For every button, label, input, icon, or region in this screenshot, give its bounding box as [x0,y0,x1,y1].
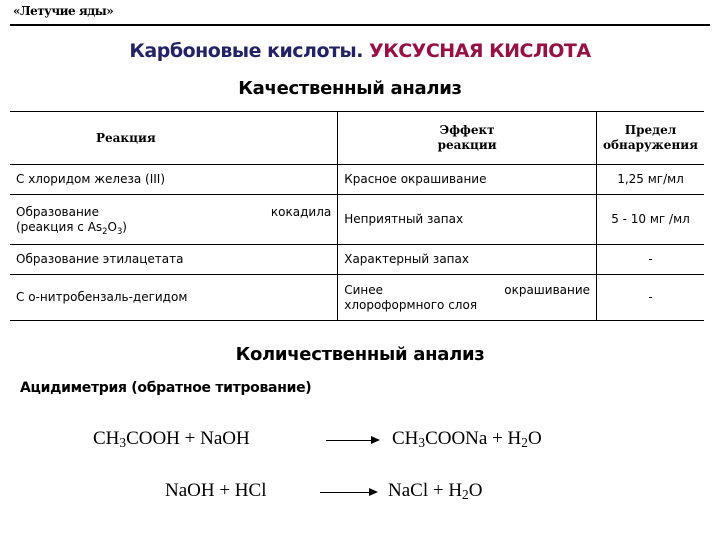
method-label: Ацидиметрия (обратное титрование) [20,380,312,396]
reaction-line [16,205,331,220]
subscript: 3 [119,435,127,450]
subscript: 2 [521,435,528,450]
table-row [10,165,704,195]
effect-cell: Красное окрашивание [338,165,597,195]
effect-word: окрашивание [504,282,591,297]
column-header-limit-line2: обнаружения [603,138,698,152]
reaction-arrow [320,492,376,493]
column-header-reaction: Реакция [10,112,338,165]
effect-word: Синее [344,282,384,297]
formula-text: CH [93,428,120,449]
table-row [10,195,704,245]
reaction-cell: С хлоридом железа (III) [10,165,338,195]
column-header-effect-line1: Эффект [439,123,495,137]
qualitative-heading: Качественный анализ [238,78,462,99]
title-substance: УКСУСНАЯ КИСЛОТА [369,40,591,62]
table-row [10,275,704,321]
reaction-cell: С о-нитробензаль-дегидом [10,275,338,321]
reaction-text: ) [122,219,127,234]
effect-cell: Характерный запах [338,245,597,275]
effect-line: хлороформного слоя [344,297,478,312]
formula-text: COOH + NaOH [126,428,250,449]
limit-cell: - [597,275,704,321]
equation1-products [392,428,542,450]
effect-cell [338,275,597,321]
title-topic: Карбоновые кислоты. [129,40,363,62]
reaction-word: Образование [16,204,99,219]
formula-text: O [468,480,483,501]
subscript: 3 [418,435,426,450]
limit-cell: 5 - 10 мг /мл [597,195,704,245]
table-row [10,245,704,275]
equation1-reactants [93,428,250,450]
column-header-effect [338,112,597,165]
formula-text: COONa + H [425,428,522,449]
limit-cell: 1,25 мг/мл [597,165,704,195]
limit-cell: - [597,245,704,275]
effect-line [344,283,590,298]
reaction-line [16,220,331,235]
reaction-cell: Образование этилацетата [10,245,338,275]
subscript: 2 [102,225,108,236]
quantitative-heading: Количественный анализ [235,344,485,365]
formula-text: NaOH + HCl [165,480,267,501]
column-header-effect-line2: реакции [437,138,497,152]
column-header-limit-line1: Предел [624,123,677,137]
formula-text: O [527,428,542,449]
effect-cell: Неприятный запах [338,195,597,245]
reaction-text: O [107,219,117,234]
equation2-products [388,480,482,502]
formula-text: CH [392,428,419,449]
reaction-text: (реакция с As [16,219,103,234]
equation2-reactants [165,480,267,502]
table-header-row [10,112,704,165]
reaction-word: кокадила [270,204,332,219]
page-title [0,40,720,62]
header-label: «Летучие яды» [13,4,114,18]
reaction-cell [10,195,338,245]
subscript: 2 [462,487,469,502]
header-divider [10,24,710,26]
qualitative-analysis-table [10,111,704,321]
column-header-limit [597,112,704,165]
formula-text: NaCl + H [388,480,463,501]
subscript: 3 [116,225,123,236]
reaction-arrow [326,440,378,441]
